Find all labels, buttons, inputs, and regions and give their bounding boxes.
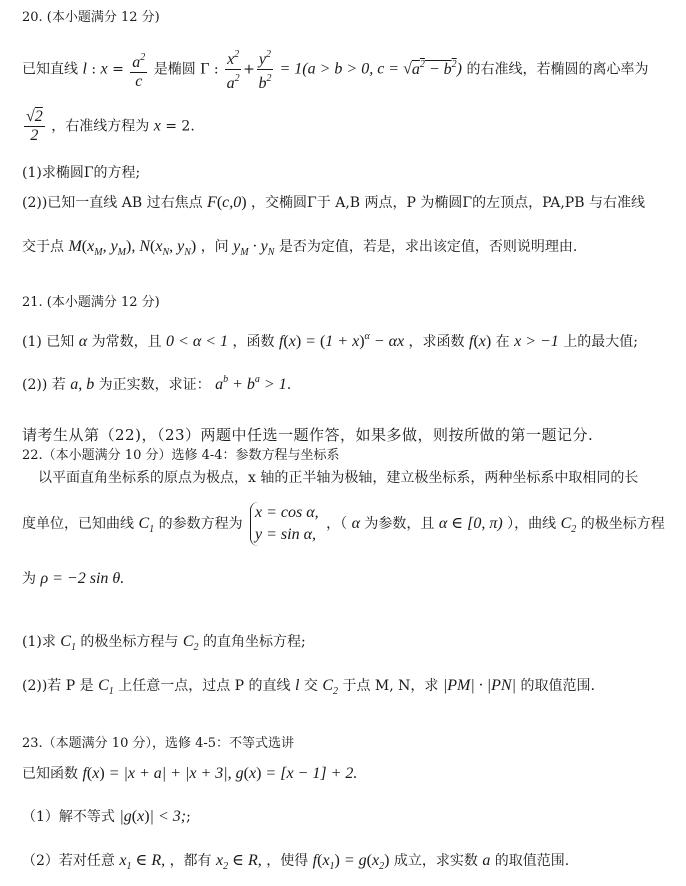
q22-line3: 为 ρ = −2 sin θ. [22, 570, 125, 587]
q23-part1: （1）解不等式 |g(x)| < 3;; [22, 808, 191, 825]
q20-header: 20. (本小题满分 12 分) [22, 10, 160, 25]
q23-part2: （2）若对任意 $x_1$ ∈ R, ，都有 $x_2$ ∈ R, ，使得 $f(x_1) = g(x_2)$ 成立，求实数 a 的取值范围. [22, 852, 570, 872]
q22-part1: (1)求 $C_1$ 的极坐标方程与 $C_2$ 的直角坐标方程; [22, 633, 306, 653]
q22-line2: 度单位，已知曲线 $C_1$ 的参数方程为 x = cos α, y = sin α, ，（ α 为参数，且 α ∈ [0, π) ），曲线 $C_2$ 的极坐标方程 [22, 502, 665, 546]
q21-part1: (1) 已知 α 为常数，且 0 < α < 1 ，函数 $f(x) = (1 + x)^\alpha - \alpha x$ ，求函数 f(x) 在 x > −1 上的最大值; [22, 331, 638, 350]
q23-header: 23.（本题满分 10 分），选修 4-5：不等式选讲 [22, 736, 295, 751]
q22-header: 22.（本小题满分 10 分）选修 4-4：参数方程与坐标系 [22, 448, 340, 463]
q21-part2: (2)) 若 a, b 为正实数，求证： $a^b + b^a > 1$. [22, 374, 292, 393]
fraction-a2-over-c: $\frac{a^2}{c}$ [130, 49, 147, 91]
fraction-sqrt2-over-2: $\frac{√2}{2}$ [26, 108, 43, 144]
q20-part2-line1: (2))已知一直线 AB 过右焦点 F(c,0) ，交椭圆Γ于 A,B 两点，P 为椭圆Γ的左顶点，PA,PB 与右准线 [22, 194, 645, 211]
parametric-system: x = cos α, y = sin α, [250, 502, 319, 546]
q20-part2-line2: 交于点 $M(x_M$, $y_M$), $N(x_N$, $y_N$) ，问 $y_M \cdot y_N$ 是否为定值，若是，求出该定值，否则说明理由. [22, 238, 578, 258]
q23-stem: 已知函数 f(x) = |x + a| + |x + 3|, g(x) = [x − 1] + 2. [22, 765, 358, 782]
q21-header: 21. (本小题满分 12 分) [22, 295, 160, 310]
elective-instruction: 请考生从第（22)，（23）两题中任选一题作答，如果多做，则按所做的第一题记分. [22, 426, 594, 444]
q20-part1: (1)求椭圆Γ的方程; [22, 165, 141, 181]
q22-part2: (2))若 P 是 $C_1$ 上任意一点，过点 P 的直线 l 交 $C_2$ 于点 M, N，求 |PM| · |PN| 的取值范围. [22, 677, 595, 697]
fraction-x2-over-a2: $\frac{x^2}{a^2}$ [225, 46, 241, 93]
fraction-y2-over-b2: $\frac{y^2}{b^2}$ [257, 46, 273, 93]
q20-stem-line1: 已知直线 l : x = $\frac{a^2}{c}$ 是椭圆 Γ : $\frac{x^2}{a^2}$ + $\frac{y^2}{b^2}$ = 1(a > b > 0, $c = √a^2 - b^2$) 的右准线，若椭圆的离心率为 [22, 46, 648, 93]
q20-stem-line2: $\frac{√2}{2}$ ，右准线方程为 x = 2. [26, 108, 195, 144]
q22-intro: 以平面直角坐标系的原点为极点，x 轴的正半轴为极轴，建立极坐标系，两种坐标系中取相同的长 [38, 470, 639, 486]
